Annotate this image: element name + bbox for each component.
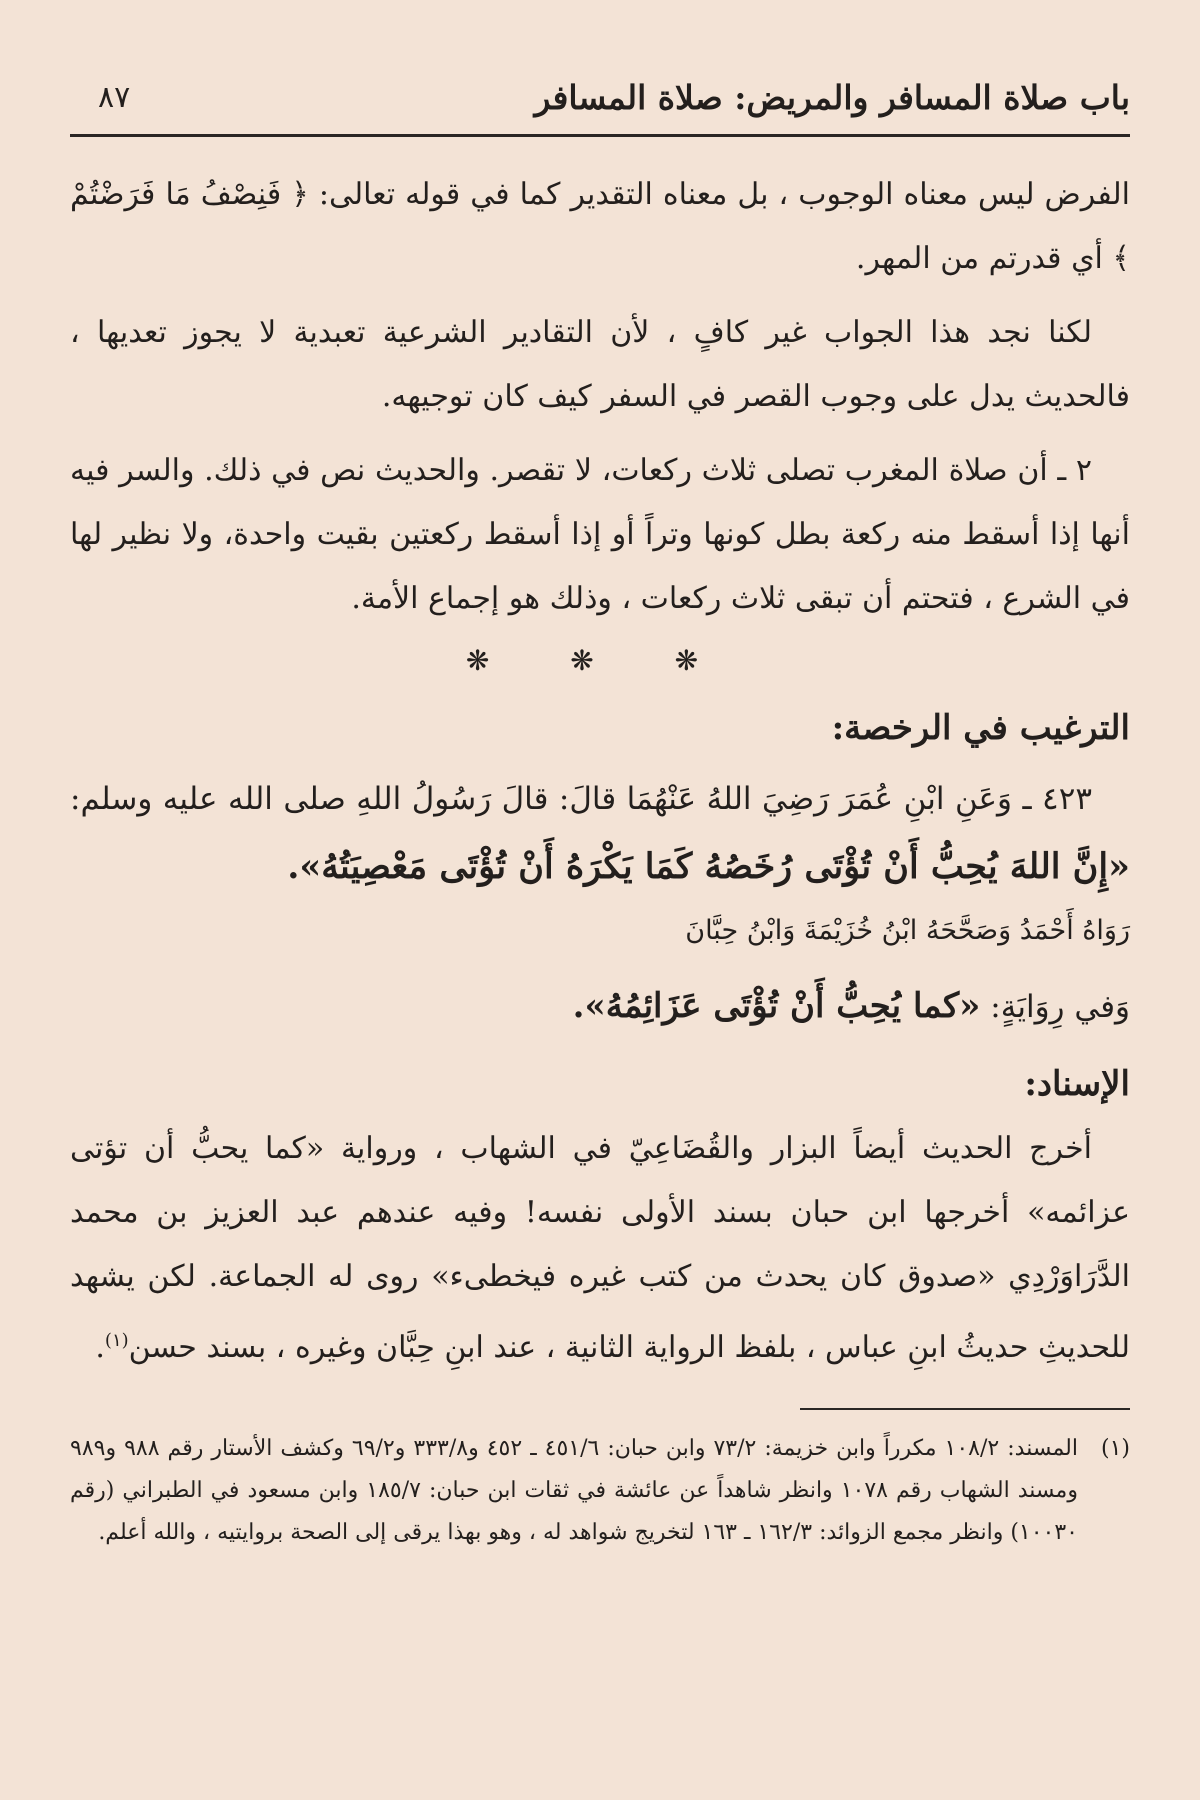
running-title: باب صلاة المسافر والمريض: صلاة المسافر: [534, 78, 1130, 117]
footnote: [70, 1428, 1130, 1554]
paragraph-isnad: [70, 1117, 1130, 1380]
hadith-intro: ٤٢٣ ـ وَعَنِ ابْنِ عُمَرَ رَضِيَ اللهُ عَنْهُمَا قالَ: قالَ رَسُولُ اللهِ صلى الله عليه وسلم:: [70, 781, 1092, 817]
footnote-reference[interactable]: (١): [104, 1330, 129, 1351]
footnote-text: المسند: ١٠٨/٢ مكرراً وابن خزيمة: ٧٣/٢ وابن حبان: ٤٥١/٦ ـ ٤٥٢ و٣٣٣/٨ و٦٩/٢ وكشف الأستار رقم ٩٨٨ و٩٨٩ ومسند الشهاب رقم ١٠٧٨ وانظر شاهداً عن عائشة في ثقات ابن حبان: ١٨٥/٧ وابن مسعود في الطبراني (رقم ١٠٠٣٠) وانظر مجمع الزوائد: ١٦٢/٣ ـ ١٦٣ لتخريج شواهد له ، وهو بهذا يرقى إلى الصحة بروايتيه ، والله أعلم.: [70, 1436, 1078, 1545]
narration-line: رَوَاهُ أَحْمَدُ وَصَحَّحَهُ ابْنُ خُزَيْمَةَ وَابْنُ حِبَّانَ: [685, 915, 1130, 946]
variant-text: «كما يُحِبُّ أَنْ تُؤْتَى عَزَائِمُهُ».: [572, 986, 981, 1026]
hadith-text: «إِنَّ اللهَ يُحِبُّ أَنْ تُؤْتَى رُخَصُهُ كَمَا يَكْرَهُ أَنْ تُؤْتَى مَعْصِيَتُهُ».: [287, 846, 1130, 887]
footnote-number: (١): [1100, 1436, 1130, 1461]
footnote-divider: [800, 1408, 1130, 1410]
variant-narration: [70, 974, 1130, 1039]
section-separator: ❋ ❋ ❋: [465, 644, 735, 677]
main-text: [70, 163, 1130, 1380]
paragraph-fard: الفرض ليس معناه الوجوب ، بل معناه التقدير كما في قوله تعالى: ﴿ فَنِصْفُ مَا فَرَضْتُمْ ﴾ أي قدرتم من المهر.: [70, 177, 1130, 276]
heading-isnad: الإسناد:: [1024, 1064, 1130, 1104]
heading-rukhsa: الترغيب في الرخصة:: [831, 708, 1130, 748]
isnad-text: أخرج الحديث أيضاً البزار والقُضَاعِيّ في الشهاب ، ورواية «كما يحبُّ أن تؤتى عزائمه» أخرجها ابن حبان بسند الأولى نفسه! وفيه عندهم عبد العزيز بن محمد الدَّرَاوَرْدِي «صدوق كان يحدث من كتب غيره فيخطىء» روى له الجماعة. لكن يشهد للحديثِ حديثُ ابنِ عباس ، بلفظ الرواية الثانية ، عند ابنِ حِبَّان وغيره ، بسند حسن: [70, 1131, 1130, 1365]
page-header: [70, 70, 1130, 137]
paragraph-maghrib: ٢ ـ أن صلاة المغرب تصلى ثلاث ركعات، لا تقصر. والحديث نص في ذلك. والسر فيه أنها إذا أسقط منه ركعة بطل كونها وتراً أو إذا أسقط ركعتين بقيت واحدة، ولا نظير لها في الشرع ، فتحتم أن تبقى ثلاث ركعات ، وذلك هو إجماع الأمة.: [70, 453, 1130, 616]
hadith-423: [70, 765, 1130, 902]
isnad-end: .: [95, 1330, 105, 1365]
paragraph-reply: لكنا نجد هذا الجواب غير كافٍ ، لأن التقادير الشرعية تعبدية لا يجوز تعديها ، فالحديث يدل على وجوب القصر في السفر كيف كان توجيهه.: [70, 315, 1130, 414]
book-page: [70, 70, 1130, 1770]
page-number: ٨٧: [98, 80, 131, 115]
variant-intro: وَفي رِوَايَةٍ:: [990, 989, 1130, 1025]
